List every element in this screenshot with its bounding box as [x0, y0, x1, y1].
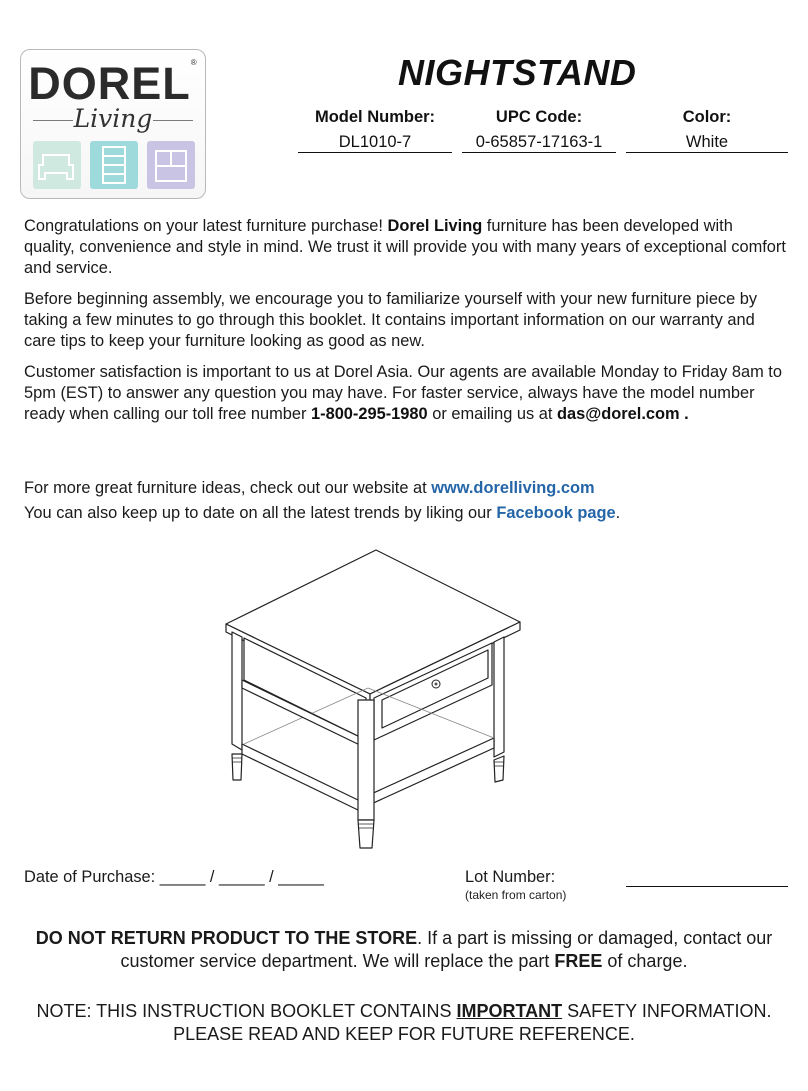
logo-shelf-swatch [90, 141, 138, 189]
lot-number-label: Lot Number: [465, 868, 556, 886]
customer-service-paragraph: Customer satisfaction is important to us at Dorel Asia. Our agents are available Monday to Friday 8am to 5pm (EST) to answer any question you may have. For faster service, always have the model number ready when calling our toll free number 1-800-295-1980 or emailing us at das@dorel.com . [24, 363, 782, 423]
upc-code-value: 0-65857-17163-1 [475, 133, 603, 151]
logo-unit-swatch [147, 141, 195, 189]
safety-note: NOTE: THIS INSTRUCTION BOOKLET CONTAINS IMPORTANT SAFETY INFORMATION. PLEASE READ AND KEEP FOR FUTURE REFERENCE. [36, 1001, 772, 1044]
drawer-knob-center [435, 683, 438, 686]
product-title: NIGHTSTAND [398, 52, 637, 93]
logo-divider-right [153, 120, 193, 121]
logo-chair-swatch [33, 141, 81, 189]
logo-brand-text: DOREL® [28, 58, 198, 109]
upc-code-underline [462, 152, 616, 153]
model-number-value: DL1010-7 [338, 133, 412, 151]
nightstand-illustration [218, 548, 528, 858]
color-underline [626, 152, 788, 153]
lot-number-note: (taken from carton) [465, 888, 567, 902]
color-label: Color: [682, 108, 732, 126]
model-number-label: Model Number: [314, 108, 436, 126]
intro-paragraph: Congratulations on your latest furniture purchase! Dorel Living furniture has been developed with quality, convenience and style in mind. We trust it will provide you with many years of exceptional comfort and service. [24, 217, 786, 277]
email-address: das@dorel.com . [557, 405, 689, 423]
logo-sub-text: Living [73, 104, 153, 133]
website-link[interactable]: www.dorelliving.com [431, 479, 595, 497]
lot-number-field[interactable] [626, 886, 788, 887]
website-line: For more great furniture ideas, check out our website at www.dorelliving.com [24, 479, 595, 497]
date-of-purchase: Date of Purchase: _____ / _____ / _____ [24, 868, 324, 886]
return-notice: DO NOT RETURN PRODUCT TO THE STORE. If a part is missing or damaged, contact our customer service department. We will replace the part FREE of charge. [35, 928, 773, 971]
dorel-living-logo [20, 49, 206, 199]
facebook-line: You can also keep up to date on all the latest trends by liking our Facebook page. [24, 504, 621, 522]
upc-code-label: UPC Code: [495, 108, 583, 126]
phone-number: 1-800-295-1980 [311, 405, 428, 423]
color-value: White [685, 133, 729, 151]
assembly-paragraph: Before beginning assembly, we encourage you to familiarize yourself with your new furniture piece by taking a few minutes to go through this booklet. It contains important information on our warranty and care tips to keep your furniture looking as good as new. [24, 290, 758, 350]
facebook-link[interactable]: Facebook page [496, 504, 616, 522]
model-number-underline [298, 152, 452, 153]
